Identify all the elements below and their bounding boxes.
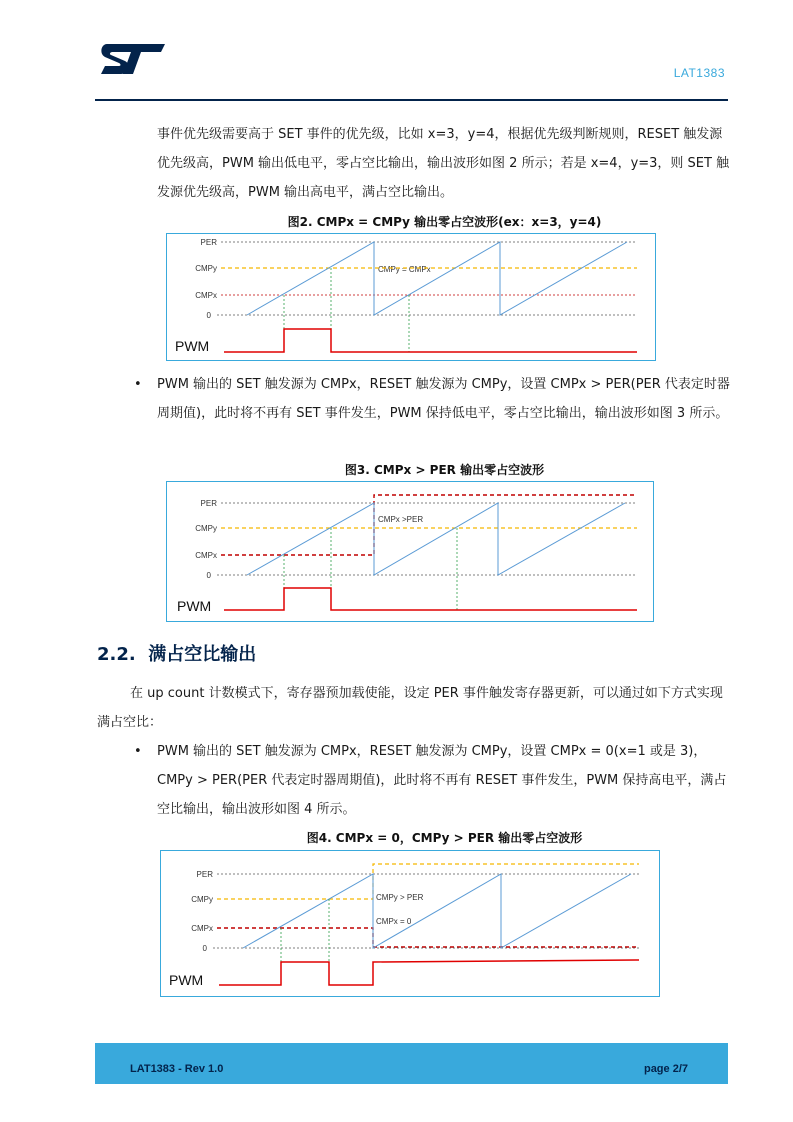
fig4-note1: CMPy > PER: [376, 893, 424, 902]
fig3-per-label: PER: [200, 499, 217, 508]
para2: 在 up count 计数模式下，寄存器预加载使能，设定 PER 事件触发寄存器更新，可以通过如下方式实现满占空比：: [97, 686, 723, 730]
fig4-cmpy-label: CMPy: [191, 895, 213, 904]
fig4-title: 图4. CMPx = 0，CMPy > PER 输出零占空波形: [306, 831, 583, 845]
bullet2-text: PWM 输出的 SET 触发源为 CMPx，RESET 触发源为 CMPy，设置 CMPx = 0(x=1 或是 3)，CMPy > PER(PER 代表定时器周期值)，此时将不再有 RESET 事件发生，PWM 保持高电平，满占空比输出，输出波形如图 4 所示。: [157, 744, 727, 817]
fig4-cmpx-label: CMPx: [191, 924, 213, 933]
fig2-pwm-label: PWM: [175, 338, 210, 354]
fig4-zero-label: 0: [202, 944, 207, 953]
bullet1-text: PWM 输出的 SET 触发源为 CMPx，RESET 触发源为 CMPy，设置 CMPx > PER(PER 代表定时器周期值)，此时将不再有 SET 事件发生，PWM 保持低电平，零占空比输出，输出波形如图 3 所示。: [157, 377, 730, 421]
fig4-per-label: PER: [196, 870, 213, 879]
fig2-diagram: [166, 233, 656, 361]
section-heading: [97, 640, 256, 666]
fig2-title: 图2. CMPx = CMPy 输出零占空波形(ex：x=3，y=4): [287, 215, 602, 229]
fig3-cmpx-label: CMPx: [195, 551, 217, 560]
footer-bar: [95, 1043, 728, 1084]
header-rule: [95, 99, 728, 101]
fig3-title: 图3. CMPx > PER 输出零占空波形: [344, 463, 545, 477]
fig3-diagram: [166, 481, 654, 622]
doc-id: LAT1383: [673, 66, 725, 80]
fig2-per-label: PER: [200, 238, 217, 247]
fig3-zero-label: 0: [206, 571, 211, 580]
footer-doc-rev: LAT1383 - Rev 1.0: [130, 1063, 224, 1075]
section-title: 满占空比输出: [148, 644, 257, 665]
fig3-note: CMPx >PER: [378, 515, 424, 524]
bullet2-mark: •: [134, 744, 142, 759]
section-number: 2.2.: [97, 644, 136, 665]
fig4-pwm-label: PWM: [169, 972, 204, 988]
intro-paragraph: 事件优先级需要高于 SET 事件的优先级，比如 x=3，y=4，根据优先级判断规则，RESET 触发源优先级高，PWM 输出低电平，零占空比输出，输出波形如图 2 所示；若是 x=4，y=3，则 SET 触发源优先级高，PWM 输出高电平，满占空比输出。: [157, 127, 730, 200]
fig3-cmpy-label: CMPy: [195, 524, 217, 533]
fig2-zero-label: 0: [206, 311, 211, 320]
fig2-cmpy-label: CMPy: [195, 264, 217, 273]
fig4-diagram: [160, 850, 660, 997]
bullet1-mark: •: [134, 377, 142, 392]
fig3-pwm-label: PWM: [177, 598, 212, 614]
fig2-cmpx-label: CMPx: [195, 291, 217, 300]
footer-page-number: page 2/7: [643, 1063, 688, 1075]
fig4-note2: CMPx = 0: [376, 917, 412, 926]
st-logo: [99, 40, 167, 76]
fig2-note: CMPy = CMPx: [378, 265, 431, 274]
